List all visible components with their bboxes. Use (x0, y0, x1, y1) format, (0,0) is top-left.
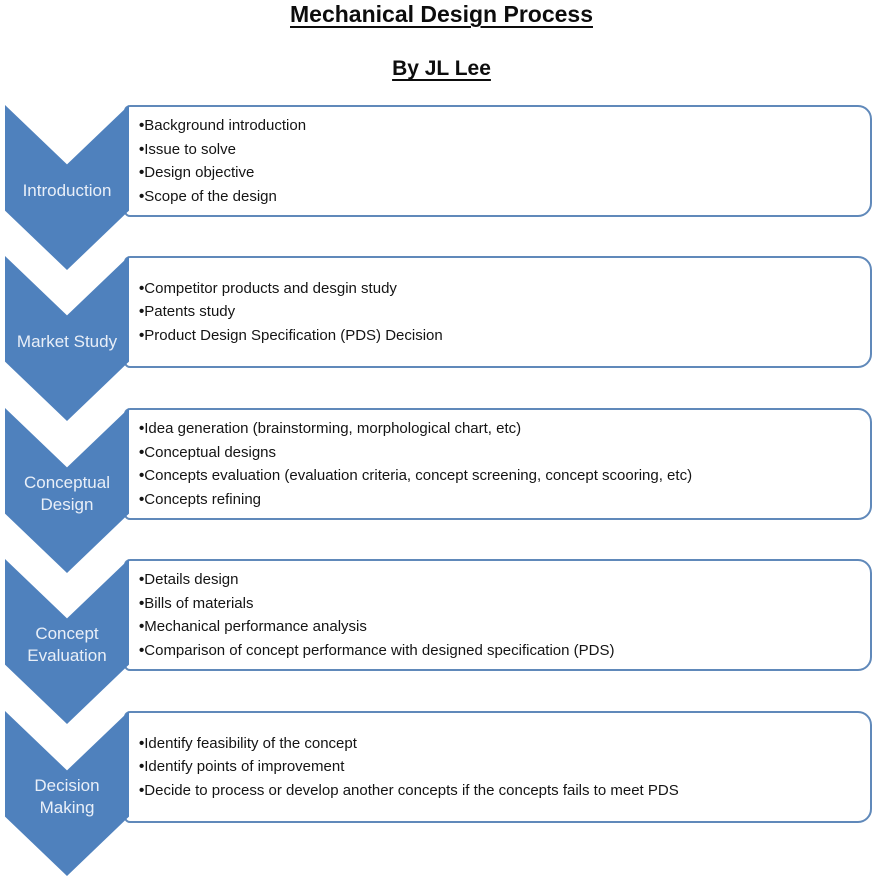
bullet-list (126, 114, 870, 208)
stage-detail-box (124, 105, 872, 217)
bullet-list (126, 732, 870, 803)
bullet-item: • Concepts refining (139, 488, 860, 512)
stage-row-conceptual-design (0, 408, 883, 578)
stage-detail-box (124, 408, 872, 520)
bullet-item: • Mechanical performance analysis (139, 615, 860, 639)
bullet-item: • Details design (139, 568, 860, 592)
bullet-item: • Identify points of improvement (139, 755, 860, 779)
stage-row-introduction (0, 105, 883, 275)
bullet-item: • Comparison of concept performance with designed specification (PDS) (139, 639, 860, 663)
stage-row-market-study (0, 256, 883, 426)
stage-detail-box (124, 256, 872, 368)
bullet-item: • Concepts evaluation (evaluation criteria, concept screening, concept scooring, etc) (139, 464, 860, 488)
bullet-item: • Conceptual designs (139, 441, 860, 465)
bullet-item: • Competitor products and desgin study (139, 277, 860, 301)
stage-label: Introduction (22, 181, 112, 200)
bullet-item: • Patents study (139, 300, 860, 324)
page-subtitle: By JL Lee (392, 57, 491, 80)
bullet-item: • Design objective (139, 161, 860, 185)
bullet-list (126, 568, 870, 662)
bullet-item: • Scope of the design (139, 185, 860, 209)
bullet-item: • Idea generation (brainstorming, morphological chart, etc) (139, 417, 860, 441)
stage-label: Conceptual Design (23, 473, 110, 514)
stage-row-concept-evaluation (0, 559, 883, 729)
bullet-item: • Product Design Specification (PDS) Decision (139, 324, 860, 348)
stage-label: Concept Evaluation (27, 624, 107, 665)
bullet-item: • Decide to process or develop another concepts if the concepts fails to meet PDS (139, 779, 860, 803)
bullet-item: • Bills of materials (139, 592, 860, 616)
stage-detail-box (124, 711, 872, 823)
stage-label: Market Study (16, 332, 118, 351)
page-title: Mechanical Design Process (290, 1, 593, 27)
bullet-item: • Background introduction (139, 114, 860, 138)
stage-detail-box (124, 559, 872, 671)
bullet-list (126, 277, 870, 348)
stage-label: Decision Making (34, 776, 100, 817)
stage-row-decision-making (0, 711, 883, 881)
bullet-item: • Issue to solve (139, 138, 860, 162)
bullet-list (126, 417, 870, 511)
bullet-item: • Identify feasibility of the concept (139, 732, 860, 756)
